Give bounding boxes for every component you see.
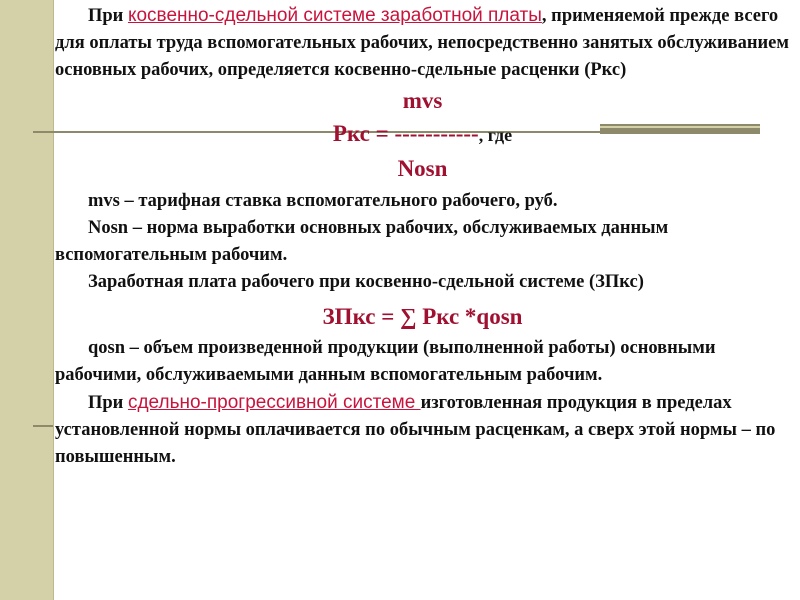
link-progressive-system[interactable]: сдельно-прогрессивной системе bbox=[127, 392, 421, 413]
text-post: , применяемой прежде всего для оплаты труда вспомогательных рабочих, непосредственно занятых обслуживанием основных рабочих, определяется косвенно-сдельные расценки (Ркс) bbox=[55, 6, 789, 80]
definition-qosn: qosn – объем произведенной продукции (выполненной работы) основными рабочими, обслуживаемыми данным вспомогательным рабочим. bbox=[55, 338, 716, 385]
formula-main-line bbox=[55, 117, 790, 152]
formula-numerator: mvs bbox=[402, 88, 443, 113]
decorative-side-band bbox=[0, 0, 54, 600]
side-tick-mark bbox=[33, 425, 53, 427]
text-pre: При bbox=[88, 393, 128, 413]
text-post: изготовленная продукция в пределах установленной нормы оплачивается по обычным расценкам, а сверх этой нормы – по повышенным. bbox=[55, 393, 776, 467]
link-indirect-piece-system[interactable]: косвенно-сдельной системе заработной платы bbox=[127, 5, 542, 26]
paragraph-indirect-piece bbox=[55, 2, 790, 84]
paragraph-progressive bbox=[55, 389, 790, 471]
definition-nosn: Nosn – норма выработки основных рабочих, обслуживаемых данным вспомогательным рабочим. bbox=[55, 218, 669, 265]
definition-mvs: mvs – тарифная ставка вспомогательного рабочего, руб. bbox=[88, 191, 558, 211]
formula-rks bbox=[55, 84, 790, 185]
formula-lhs: Ркс = ----------- bbox=[332, 121, 479, 146]
formula-denominator: Nosn bbox=[397, 156, 448, 181]
slide-body bbox=[55, 0, 790, 471]
paragraph-zpks: Заработная плата рабочего при косвенно-сдельной системе (ЗПкс) bbox=[88, 272, 644, 292]
formula-zpks: ЗПкс = ∑ Ркс *qosn bbox=[322, 304, 523, 329]
text-pre: При bbox=[88, 6, 128, 26]
formula-suffix: , где bbox=[478, 125, 513, 145]
